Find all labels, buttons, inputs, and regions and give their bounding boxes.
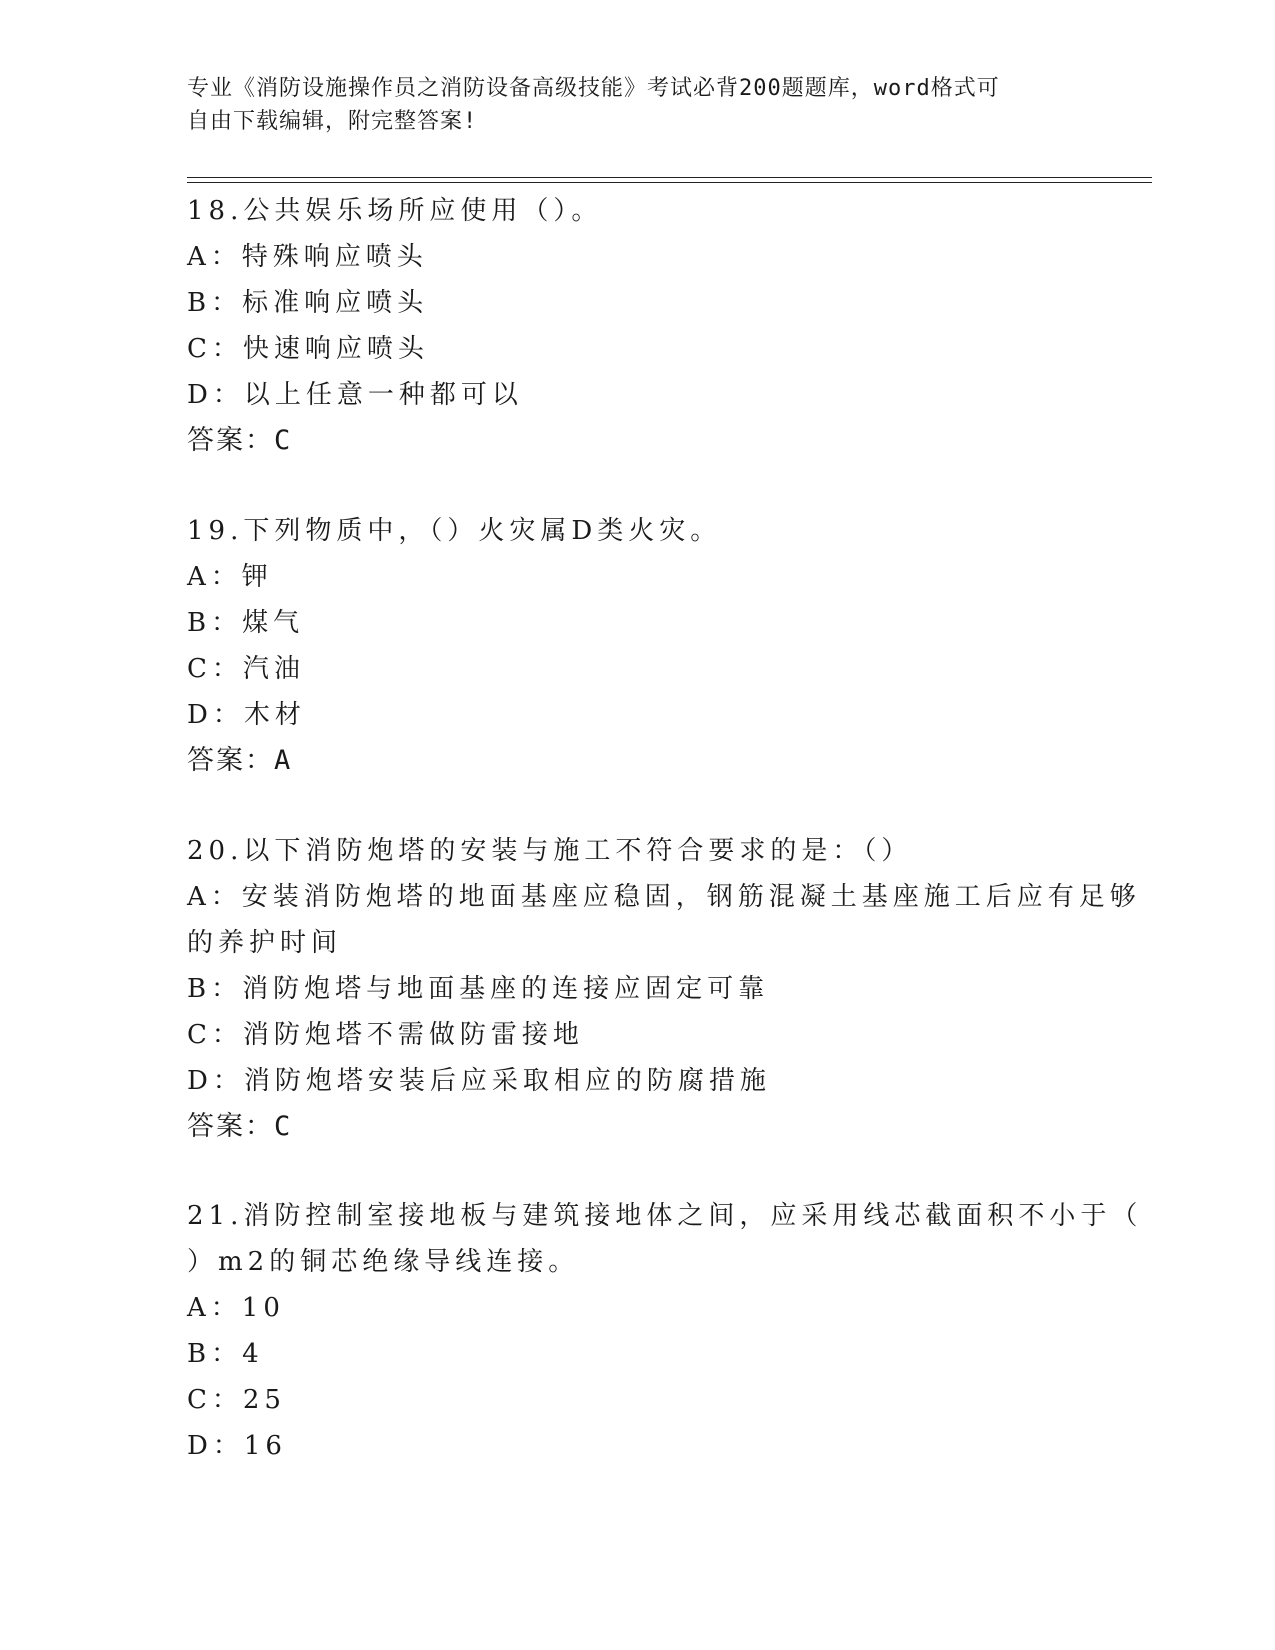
option-b: B：煤气	[187, 608, 305, 638]
option-a: A：10	[187, 1293, 285, 1323]
question-20	[187, 828, 1141, 1150]
question-21	[187, 1193, 1143, 1469]
option-c: C：快速响应喷头	[187, 334, 429, 364]
option-c: C：消防炮塔不需做防雷接地	[187, 1020, 584, 1050]
answer: 答案：A	[187, 745, 293, 776]
header-line-2: 自由下载编辑，附完整答案!	[187, 109, 478, 134]
question-18	[187, 188, 1087, 464]
option-d: D：消防炮塔安装后应采取相应的防腐措施	[187, 1066, 771, 1096]
option-b: B：标准响应喷头	[187, 288, 429, 318]
answer: 答案：C	[187, 1111, 293, 1142]
header-divider-top	[187, 177, 1152, 178]
question-stem: 19.下列物质中，（）火灾属D类火灾。	[187, 516, 722, 546]
question-stem: 20.以下消防炮塔的安装与施工不符合要求的是：（）	[187, 836, 913, 866]
option-d: D：16	[187, 1431, 287, 1461]
option-d: D：木材	[187, 700, 306, 730]
document-header	[187, 72, 1067, 138]
option-c: C：汽油	[187, 654, 305, 684]
question-19	[187, 508, 1087, 784]
option-a: A：安装消防炮塔的地面基座应稳固，钢筋混凝土基座施工后应有足够	[187, 882, 1141, 912]
header-divider-bottom	[187, 182, 1152, 183]
option-a: A：钾	[187, 562, 273, 592]
question-stem-continued: ）m2的铜芯绝缘导线连接。	[187, 1247, 580, 1277]
option-a: A：特殊响应喷头	[187, 242, 428, 272]
option-c: C：25	[187, 1385, 286, 1415]
option-a-continued: 的养护时间	[187, 928, 343, 958]
question-stem: 21.消防控制室接地板与建筑接地体之间，应采用线芯截面积不小于（	[187, 1201, 1143, 1231]
option-b: B：消防炮塔与地面基座的连接应固定可靠	[187, 974, 770, 1004]
question-stem: 18.公共娱乐场所应使用（）。	[187, 196, 603, 226]
answer: 答案：C	[187, 425, 293, 456]
option-b: B：4	[187, 1339, 264, 1369]
header-line-1: 专业《消防设施操作员之消防设备高级技能》考试必背200题题库，word格式可	[187, 76, 1000, 101]
option-d: D：以上任意一种都可以	[187, 380, 523, 410]
